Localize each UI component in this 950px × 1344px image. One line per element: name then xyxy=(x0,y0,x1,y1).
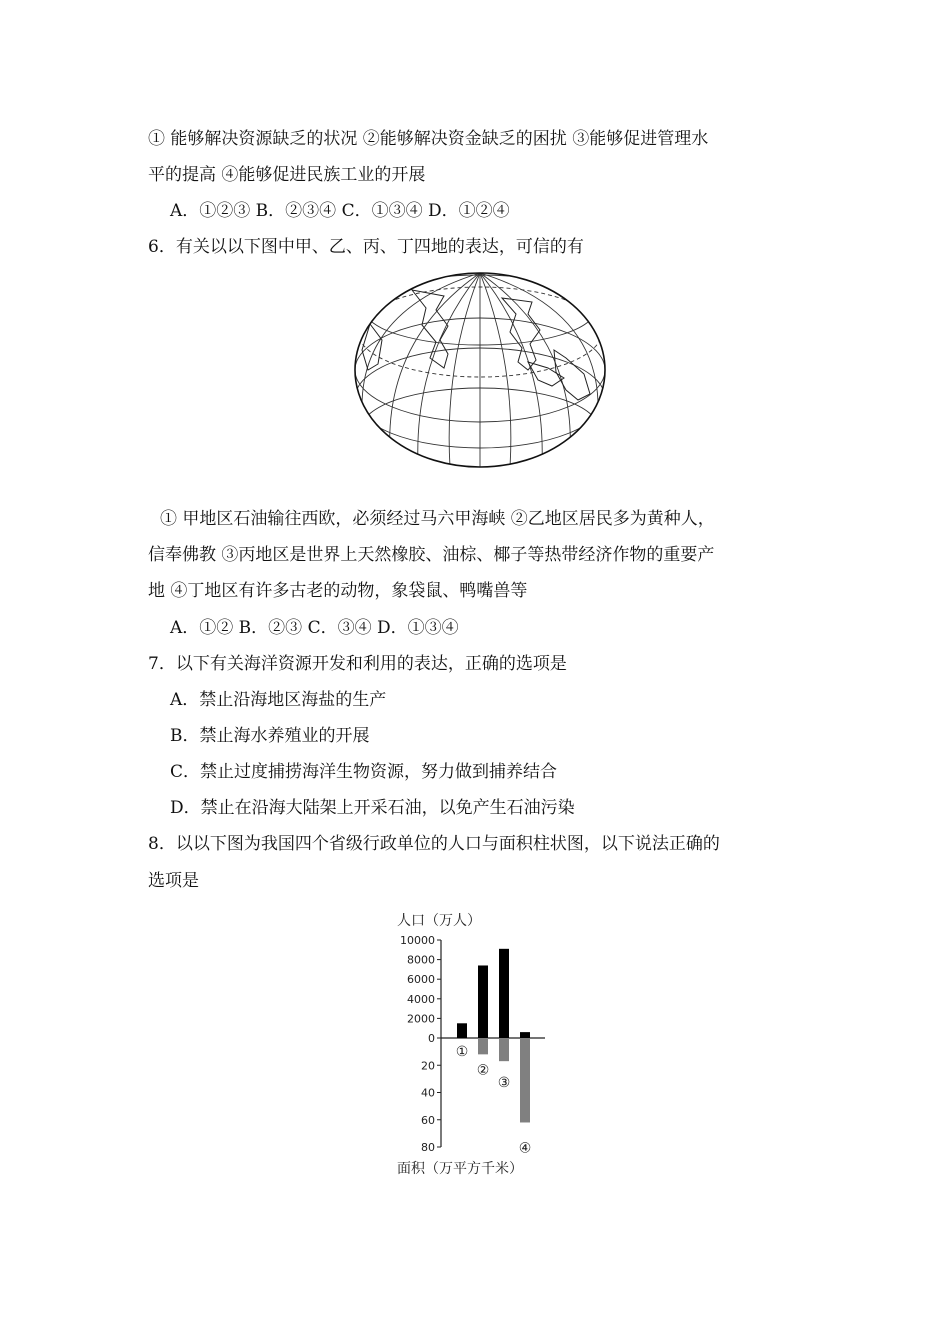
pop-tick-label: 2000 xyxy=(407,1012,435,1026)
area-tick-label: 20 xyxy=(421,1059,435,1073)
population-area-chart xyxy=(395,905,575,1180)
chart-bars xyxy=(457,949,530,1123)
pop-tick-label: 6000 xyxy=(407,973,435,987)
q5-stem-line1: ① 能够解决资源缺乏的状况 ②能够解决资金缺乏的困扰 ③能够促进管理水 xyxy=(148,129,709,149)
category-label: ② xyxy=(476,1062,490,1079)
y-axis-title-top: 人口（万人） xyxy=(397,913,481,929)
q6-line2: 信奉佛教 ③丙地区是世界上天然橡胶、油棕、椰子等热带经济作物的重要产 xyxy=(148,545,715,565)
area-bar xyxy=(499,1038,509,1061)
population-bar xyxy=(499,949,509,1038)
q7-stem: 7．以下有关海洋资源开发和利用的表达，正确的选项是 xyxy=(148,654,567,674)
q7-option-c: C．禁止过度捕捞海洋生物资源，努力做到捕养结合 xyxy=(170,762,558,782)
pop-tick-label: 4000 xyxy=(407,992,435,1006)
chart-ticks xyxy=(400,934,441,1154)
category-label: ③ xyxy=(497,1075,511,1092)
category-label: ④ xyxy=(518,1140,532,1157)
pop-tick-label: 8000 xyxy=(407,953,435,967)
q8-stem-line2: 选项是 xyxy=(148,871,199,891)
q6-stem: 6．有关以以下图中甲、乙、丙、丁四地的表达，可信的有 xyxy=(148,237,584,257)
population-bar xyxy=(520,1032,530,1038)
q6-line1: ① 甲地区石油输往西欧，必须经过马六甲海峡 ②乙地区居民多为黄种人， xyxy=(160,509,715,529)
area-tick-label: 40 xyxy=(421,1086,435,1100)
population-bar xyxy=(457,1023,467,1038)
q5-stem-line2: 平的提高 ④能够促进民族工业的开展 xyxy=(148,165,426,185)
area-tick-label: 80 xyxy=(421,1141,435,1154)
chart-category-labels xyxy=(456,1044,532,1156)
q7-option-a: A．禁止沿海地区海盐的生产 xyxy=(170,690,387,710)
area-bar xyxy=(520,1038,530,1122)
area-tick-label: 60 xyxy=(421,1113,435,1127)
q7-option-b: B．禁止海水养殖业的开展 xyxy=(170,726,370,746)
globe-map xyxy=(352,270,608,470)
population-bar xyxy=(478,965,488,1038)
y-axis-title-bottom: 面积（万平方千米） xyxy=(397,1161,523,1177)
q5-options: A．①②③ B．②③④ C．①③④ D．①②④ xyxy=(170,201,510,221)
q6-options: A．①② B．②③ C．③④ D．①③④ xyxy=(170,618,459,638)
category-label: ① xyxy=(455,1044,469,1060)
q6-line3: 地 ④丁地区有许多古老的动物，象袋鼠、鸭嘴兽等 xyxy=(148,581,528,601)
q8-stem-line1: 8．以以下图为我国四个省级行政单位的人口与面积柱状图，以下说法正确的 xyxy=(148,834,720,854)
q7-option-d: D．禁止在沿海大陆架上开采石油，以免产生石油污染 xyxy=(170,798,575,818)
pop-tick-label: 10000 xyxy=(400,934,435,947)
pop-tick-label: 0 xyxy=(428,1032,435,1045)
area-bar xyxy=(478,1038,488,1054)
